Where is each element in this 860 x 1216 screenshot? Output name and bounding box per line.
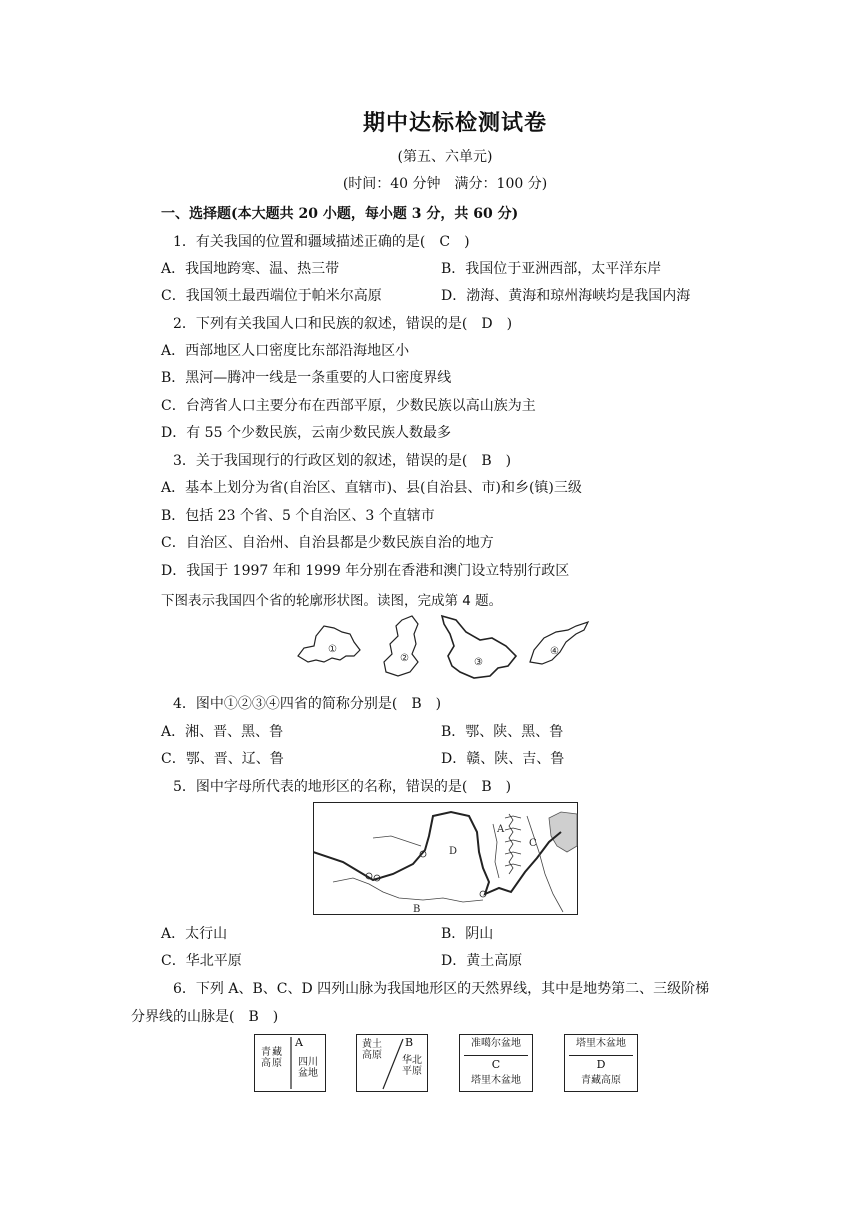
- q3-stem: 3．关于我国现行的行政区划的叙述，错误的是( B ): [173, 453, 512, 469]
- q6-box-d-divider: [569, 1055, 633, 1056]
- map-label-d: D: [449, 846, 458, 857]
- province-outlines-figure: [294, 610, 594, 682]
- q6-box-d: [564, 1034, 638, 1092]
- q6-box-c-top: 准噶尔盆地: [471, 1038, 521, 1049]
- q6-box-c-divider: [464, 1055, 528, 1056]
- q4-intro: 下图表示我国四个省的轮廓形状图。读图，完成第 4 题。: [161, 593, 503, 609]
- q2-option-b: B．黑河—腾冲一线是一条重要的人口密度界线: [161, 370, 452, 386]
- q1-option-a: A．我国地跨寒、温、热三带: [161, 261, 340, 277]
- q6-box-b: [356, 1034, 428, 1092]
- province-label-3: ③: [474, 657, 483, 668]
- q4-option-d: D．赣、陕、吉、鲁: [441, 751, 565, 767]
- province-label-1: ①: [328, 644, 337, 655]
- page-title: 期中达标检测试卷: [362, 111, 547, 136]
- q4-option-a: A．湘、晋、黑、鲁: [161, 724, 284, 740]
- q1-option-b: B．我国位于亚洲西部，太平洋东岸: [441, 261, 662, 277]
- q5-option-a: A．太行山: [161, 926, 228, 942]
- q5-stem: 5．图中字母所代表的地形区的名称，错误的是( B ): [173, 779, 512, 795]
- province-outline-3: [442, 616, 516, 678]
- province-label-4: ④: [550, 646, 559, 657]
- province-outline-2: [384, 616, 418, 676]
- q6-box-c: [459, 1034, 533, 1092]
- q1-option-d: D．渤海、黄海和琼州海峡均是我国内海: [441, 288, 691, 304]
- q6-box-c-bottom: 塔里木盆地: [471, 1075, 521, 1086]
- q4-stem: 4．图中①②③④四省的简称分别是( B ): [173, 696, 442, 712]
- q5-option-d: D．黄土高原: [441, 953, 523, 969]
- q2-option-d: D．有 55 个少数民族，云南少数民族人数最多: [161, 425, 451, 441]
- q4-option-b: B．鄂、陕、黑、鲁: [441, 724, 564, 740]
- map-label-a: A: [497, 824, 505, 835]
- q6-box-d-letter: D: [596, 1058, 606, 1071]
- province-outline-4: [530, 622, 588, 664]
- terrain-map-figure: [313, 802, 578, 916]
- q4-option-c: C．鄂、晋、辽、鲁: [161, 751, 284, 767]
- q6-stem-line1: 6．下列 A、B、C、D 四列山脉为我国地形区的天然界线，其中是地势第二、三级阶梯: [173, 981, 710, 997]
- q2-stem: 2．下列有关我国人口和民族的叙述，错误的是( D ): [173, 316, 513, 332]
- q6-box-a-right: 四川盆地: [298, 1057, 318, 1079]
- q2-option-c: C．台湾省人口主要分布在西部平原，少数民族以高山族为主: [161, 398, 536, 414]
- map-label-b: B: [413, 904, 421, 915]
- q6-box-d-bottom: 青藏高原: [581, 1075, 621, 1086]
- q1-option-c: C．我国领土最西端位于帕米尔高原: [161, 288, 382, 304]
- q5-option-b: B．阴山: [441, 926, 494, 942]
- q3-option-b: B．包括 23 个省、5 个自治区、3 个直辖市: [161, 508, 435, 524]
- q6-box-d-top: 塔里木盆地: [576, 1038, 626, 1049]
- q6-box-c-letter: C: [491, 1058, 501, 1071]
- q6-box-b-right: 华北平原: [402, 1055, 422, 1077]
- q3-option-d: D．我国于 1997 年和 1999 年分别在香港和澳门设立特别行政区: [161, 563, 570, 579]
- time-info: (时间：40 分钟 满分：100 分): [342, 176, 548, 192]
- q3-option-a: A．基本上划分为省(自治区、直辖市)、县(自治县、市)和乡(镇)三级: [161, 480, 582, 496]
- q6-box-a-letter: A: [295, 1036, 303, 1049]
- map-label-c: C: [529, 838, 537, 849]
- section-heading: 一、选择题(本大题共 20 小题，每小题 3 分，共 60 分): [161, 206, 519, 222]
- q2-option-a: A．西部地区人口密度比东部沿海地区小: [161, 343, 410, 359]
- q6-stem-line2: 分界线的山脉是( B ): [131, 1009, 279, 1025]
- q6-box-a: [254, 1034, 326, 1092]
- q1-stem: 1．有关我国的位置和疆域描述正确的是( C ): [173, 234, 470, 250]
- q6-box-b-letter: B: [405, 1036, 414, 1049]
- q6-box-b-left: 黄土高原: [362, 1039, 382, 1061]
- province-label-2: ②: [400, 653, 409, 664]
- unit-subtitle: (第五、六单元): [397, 149, 493, 165]
- q3-option-c: C．自治区、自治州、自治县都是少数民族自治的地方: [161, 535, 494, 551]
- q6-box-a-left: 青藏高原: [261, 1047, 283, 1069]
- q5-option-c: C．华北平原: [161, 953, 242, 969]
